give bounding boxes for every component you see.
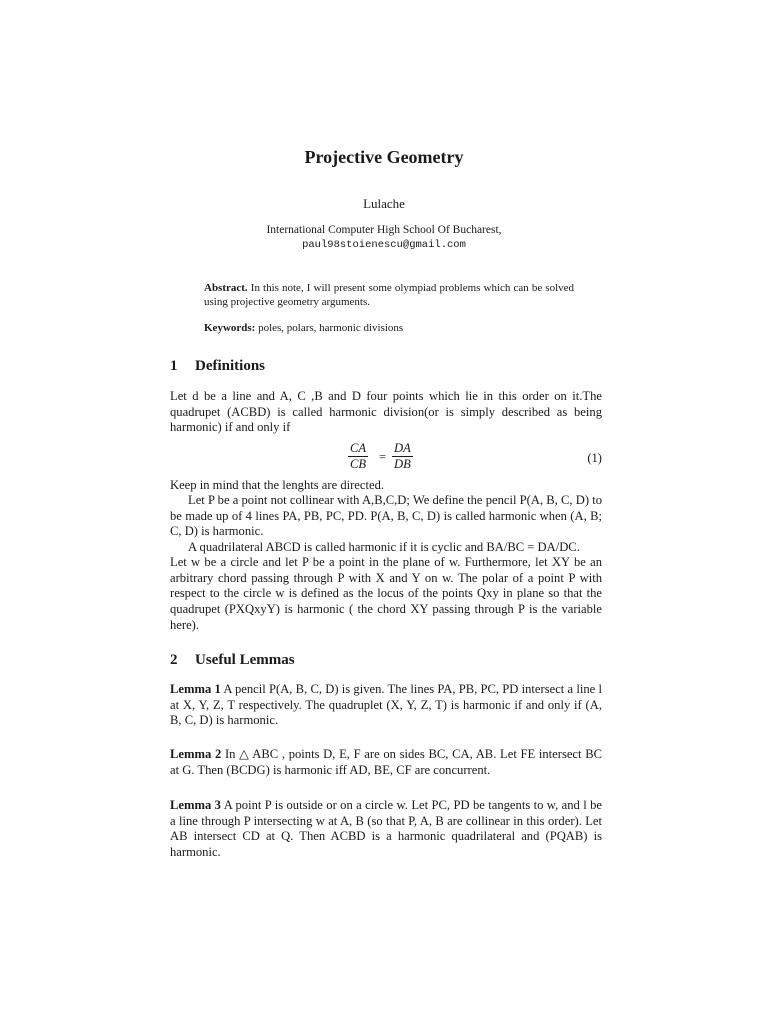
section-title: Useful Lemmas (195, 652, 295, 668)
keywords-label: Keywords: (204, 322, 256, 334)
fraction-left (348, 441, 368, 472)
lemma-2 (170, 747, 602, 778)
lemma-text: In △ ABC , points D, E, F are on sides BC, CA, AB. Let FE intersect BC at G. Then (BCDG) is harmonic iff AD, BE, CF are concurrent. (170, 747, 602, 777)
lemma-text: A point P is outside or on a circle w. Let PC, PD be tangents to w, and l be a line through P intersecting w at A, B (so that P, A, B are collinear in this order). Let AB intersect CD at Q. Then ACBD is a harmonic quadrilateral and (PQAB) is harmonic. (170, 798, 602, 860)
section-heading-1 (170, 358, 265, 375)
abstract (204, 281, 574, 309)
section-number: 2 (170, 652, 178, 668)
equals-sign: = (379, 450, 387, 464)
lemma-label: Lemma 1 (170, 682, 221, 696)
lemma-text: A pencil P(A, B, C, D) is given. The lines PA, PB, PC, PD intersect a line l at X, Y, Z, T respectively. The quadruplet (X, Y, Z, T) is harmonic if and only if (A, B, C, D) is harmonic. (170, 682, 602, 728)
lemma-1 (170, 682, 602, 729)
numerator: CA (350, 441, 367, 455)
lemma-3 (170, 798, 602, 861)
affiliation-block (0, 223, 768, 253)
affiliation: International Computer High School Of Bucharest, (266, 224, 502, 236)
author-email: paul98stoienescu@gmail.com (302, 239, 466, 251)
equation-label: (1) (587, 451, 602, 465)
abstract-text: In this note, I will present some olympiad problems which can be solved using projective geometry arguments. (204, 282, 575, 308)
denominator: DB (394, 457, 411, 471)
definitions-paragraph-3: Let P be a point not collinear with A,B,C,D; We define the pencil P(A, B, C, D) to be made up of 4 lines PA, PB, PC, PD. P(A, B, C, D) is called harmonic when (A, B; C, D) is harmonic. (170, 493, 602, 539)
section-number: 1 (170, 358, 178, 374)
paper-title: Projective Geometry (304, 147, 464, 167)
keywords (204, 322, 574, 334)
paper-author: Lulache (363, 196, 405, 211)
fraction-right (392, 441, 413, 472)
numerator: DA (394, 441, 411, 455)
denominator: CB (350, 457, 367, 471)
lemma-label: Lemma 2 (170, 747, 222, 761)
definitions-paragraph-4: A quadrilateral ABCD is called harmonic if it is cyclic and BA/BC = DA/DC. (188, 540, 580, 554)
section-heading-2 (170, 652, 295, 669)
definitions-paragraph-2: Keep in mind that the lenghts are directed. (170, 478, 385, 492)
equation-1 (170, 441, 602, 477)
abstract-label: Abstract. (204, 282, 248, 294)
definitions-paragraph-5: Let w be a circle and let P be a point in the plane of w. Furthermore, let XY be an arbitrary chord passing through P with X and Y on w. The polar of a point P with respect to the circle w is defined as the locus of the points Qxy in plane so that the quadrupet (PXQxyY) is harmonic ( the chord XY passing through P is the variable here). (170, 555, 602, 632)
section-title: Definitions (195, 358, 266, 374)
definitions-paragraph-1: Let d be a line and A, C ,B and D four points which lie in this order on it.The quadrupet (ACBD) is called harmonic division(or is simply described as being harmonic) if and only if (170, 389, 602, 435)
lemma-label: Lemma 3 (170, 798, 221, 812)
keywords-text: poles, polars, harmonic divisions (258, 322, 404, 334)
